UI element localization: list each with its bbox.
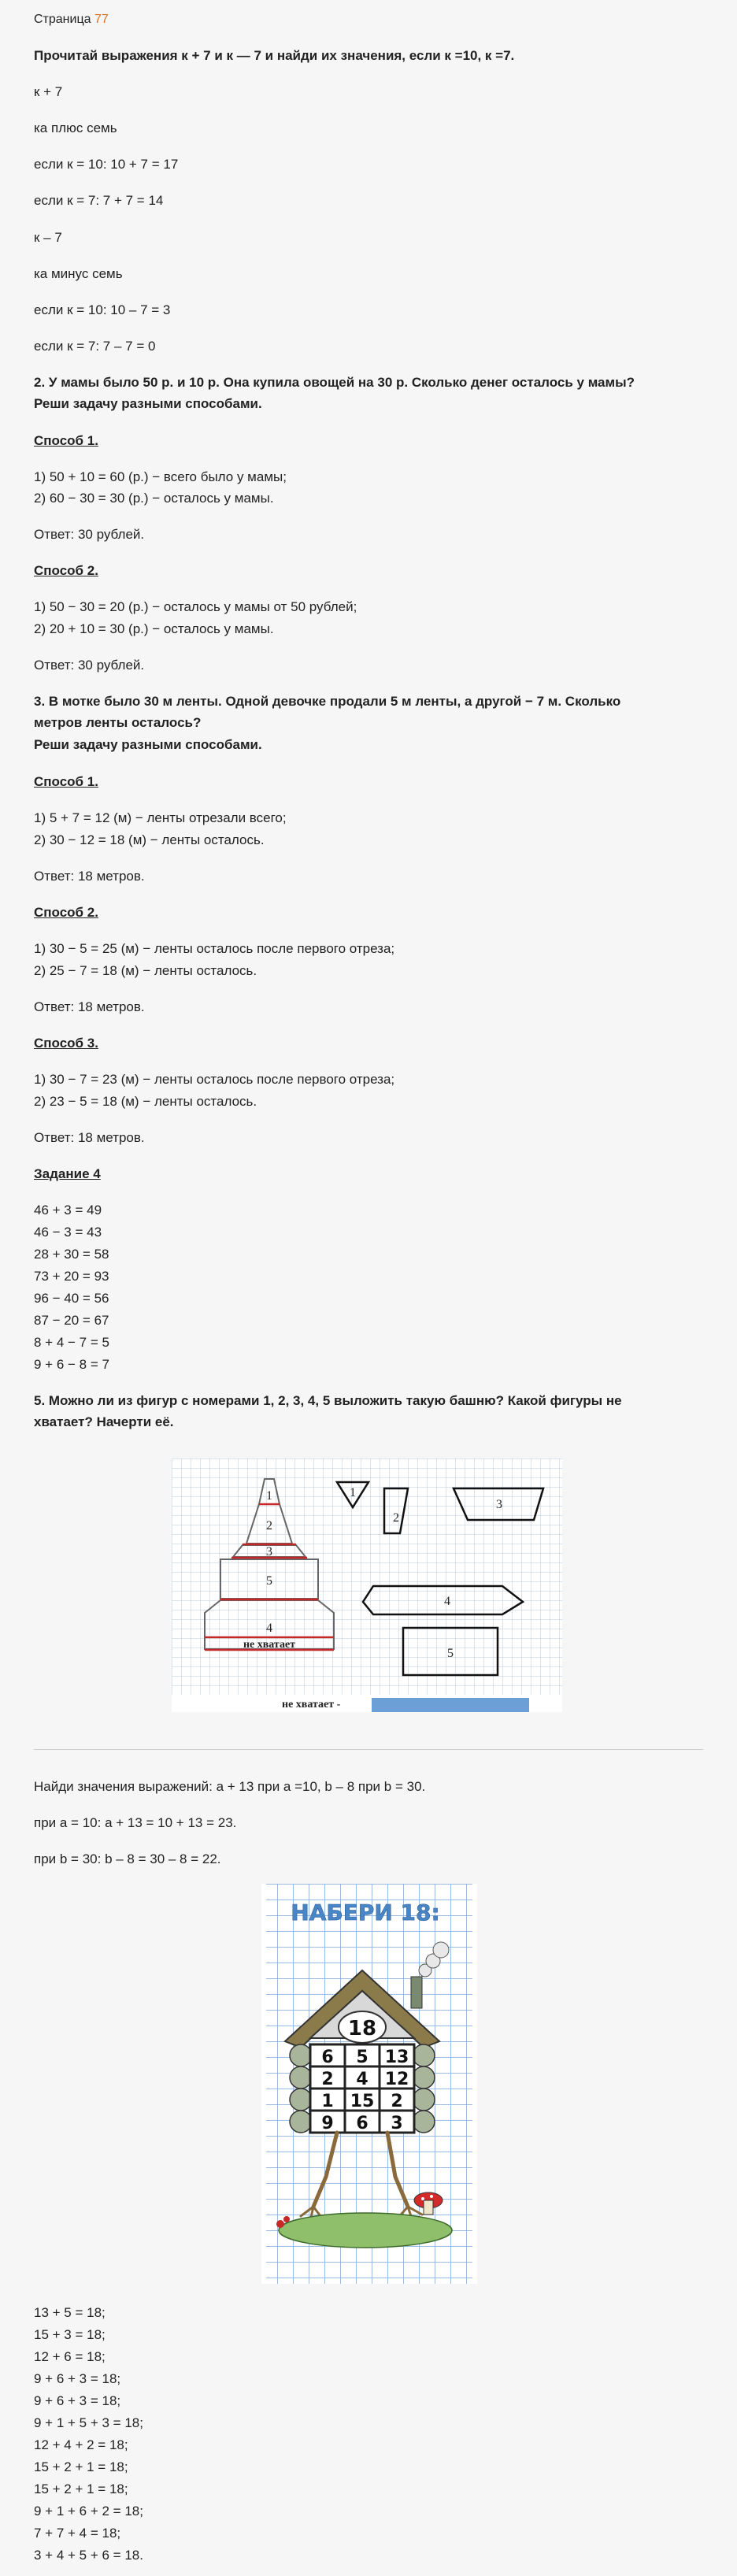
task6-line: при b = 30: b – 8 = 30 – 8 = 22. [34,1851,221,1866]
piece-label: 4 [444,1595,450,1608]
task5-title-cont: хватает? Начерти её. [34,1414,174,1429]
task3-subtitle: Реши задачу разными способами. [34,737,262,752]
task3-m2-line: 2) 25 − 7 = 18 (м) − ленты осталось. [34,963,257,978]
task3-method3: Способ 3. [34,1036,98,1051]
grid-cell: 15 [350,2092,375,2111]
tower-label: 2 [266,1519,272,1533]
task4-line: 96 − 40 = 56 [34,1291,109,1306]
grid-cell: 2 [391,2092,403,2111]
tower-label: 3 [266,1545,272,1559]
task6-text: Найди значения выражений: a + 13 при a =10, b – 8 при b = 30. [34,1779,426,1794]
grid-cell: 12 [384,2070,409,2089]
grid-cell: 13 [384,2048,409,2067]
task3-m2-line: 1) 30 − 5 = 25 (м) − ленты осталось после первого отреза; [34,941,395,956]
task7-line: 9 + 1 + 5 + 3 = 18; [34,2415,143,2430]
task2-m2-line: 2) 20 + 10 = 30 (р.) − осталось у мамы. [34,621,274,636]
task4-line: 28 + 30 = 58 [34,1247,109,1262]
task1-line: если к = 7: 7 + 7 = 14 [34,193,164,208]
task7-line: 13 + 5 = 18; [34,2305,106,2320]
task7-line: 15 + 2 + 1 = 18; [34,2459,128,2474]
task1-line: ка плюс семь [34,120,117,135]
task2-title: 2. У мамы было 50 р. и 10 р. Она купила овощей на 30 р. Сколько денег осталось у мамы? [34,375,635,390]
grid-cell: 4 [356,2070,368,2089]
task3-m1-line: 1) 5 + 7 = 12 (м) − ленты отрезали всего; [34,810,287,825]
missing-label: не хватает [243,1639,296,1651]
task7-line: 7 + 7 + 4 = 18; [34,2526,121,2541]
task4-line: 9 + 6 − 8 = 7 [34,1357,109,1372]
task5-title: 5. Можно ли из фигур с номерами 1, 2, 3, 4, 5 выложить такую башню? Какой фигуры не [34,1393,622,1408]
task7-line: 12 + 6 = 18; [34,2349,106,2364]
task7-line: 3 + 4 + 5 + 6 = 18. [34,2548,143,2563]
grid-cell: 6 [321,2048,334,2067]
task2-method2: Способ 2. [34,563,98,578]
section-divider [34,1749,703,1750]
roof-number: 18 [347,2017,377,2040]
task7-line: 12 + 4 + 2 = 18; [34,2437,128,2452]
task7-line: 9 + 6 + 3 = 18; [34,2371,121,2386]
task3-answer2: Ответ: 18 метров. [34,999,145,1014]
tower-label: 5 [266,1574,272,1588]
task4-line: 87 − 20 = 67 [34,1313,109,1328]
task4-line: 73 + 20 = 93 [34,1269,109,1284]
piece-label: 1 [350,1486,356,1499]
task1-title: Прочитай выражения к + 7 и к — 7 и найди их значения, если к =10, к =7. [34,48,515,63]
house-puzzle-figure [261,1884,477,2284]
task1-line: если к = 10: 10 + 7 = 17 [34,157,179,172]
task7-line: 15 + 2 + 1 = 18; [34,2481,128,2496]
task3-m1-line: 2) 30 − 12 = 18 (м) − ленты осталось. [34,832,265,847]
task3-m3-line: 2) 23 − 5 = 18 (м) − ленты осталось. [34,1094,257,1109]
page-number: 77 [94,13,109,26]
task3-title-cont: метров ленты осталось? [34,715,202,730]
task1-line: если к = 7: 7 – 7 = 0 [34,339,156,354]
page-label: Страница [34,13,94,26]
grid-cell: 3 [391,2114,403,2133]
task3-method2: Способ 2. [34,905,98,920]
task4-line: 8 + 4 − 7 = 5 [34,1335,109,1350]
tower-label: 4 [266,1622,272,1635]
task3-method1: Способ 1. [34,774,98,789]
task3-answer1: Ответ: 18 метров. [34,869,145,884]
task3-answer3: Ответ: 18 метров. [34,1130,145,1145]
tower-puzzle-figure [172,1458,562,1712]
task7-line: 9 + 6 + 3 = 18; [34,2393,121,2408]
grid-cell: 1 [321,2092,334,2111]
piece-label: 5 [447,1647,454,1660]
task2-m1-line: 2) 60 − 30 = 30 (р.) − осталось у мамы. [34,491,274,506]
grid-cell: 2 [321,2070,334,2089]
task4-line: 46 − 3 = 43 [34,1225,102,1240]
task1-line: к + 7 [34,84,63,99]
task3-m3-line: 1) 30 − 7 = 23 (м) − ленты осталось после первого отреза; [34,1072,395,1087]
task2-m2-line: 1) 50 − 30 = 20 (р.) − осталось у мамы от 50 рублей; [34,599,357,614]
task2-subtitle: Реши задачу разными способами. [34,396,262,411]
task1-line: к – 7 [34,230,62,245]
task4-title: Задание 4 [34,1166,101,1181]
task2-answer2: Ответ: 30 рублей. [34,658,145,673]
grid-cell: 9 [321,2114,334,2133]
task1-line: ка минус семь [34,266,123,281]
grid-cell: 6 [356,2114,368,2133]
figure-title: НАБЕРИ 18: [291,1900,440,1926]
task4-line: 46 + 3 = 49 [34,1203,102,1218]
task3-title: 3. В мотке было 30 м ленты. Одной девочке продали 5 м ленты, а другой − 7 м. Сколько [34,694,621,709]
task2-method1: Способ 1. [34,433,98,448]
task2-answer1: Ответ: 30 рублей. [34,527,145,542]
missing-caption: не хватает - [282,1699,341,1711]
page-header [34,11,109,28]
task7-line: 9 + 1 + 6 + 2 = 18; [34,2504,143,2519]
grid-cell: 5 [356,2048,368,2067]
piece-label: 2 [393,1511,399,1525]
task1-line: если к = 10: 10 – 7 = 3 [34,302,171,317]
piece-label: 3 [496,1498,502,1511]
task6-line: при a = 10: a + 13 = 10 + 13 = 23. [34,1815,237,1830]
tower-label: 1 [266,1489,272,1503]
task7-line: 15 + 3 = 18; [34,2327,106,2342]
task2-m1-line: 1) 50 + 10 = 60 (р.) − всего было у мамы; [34,469,287,484]
